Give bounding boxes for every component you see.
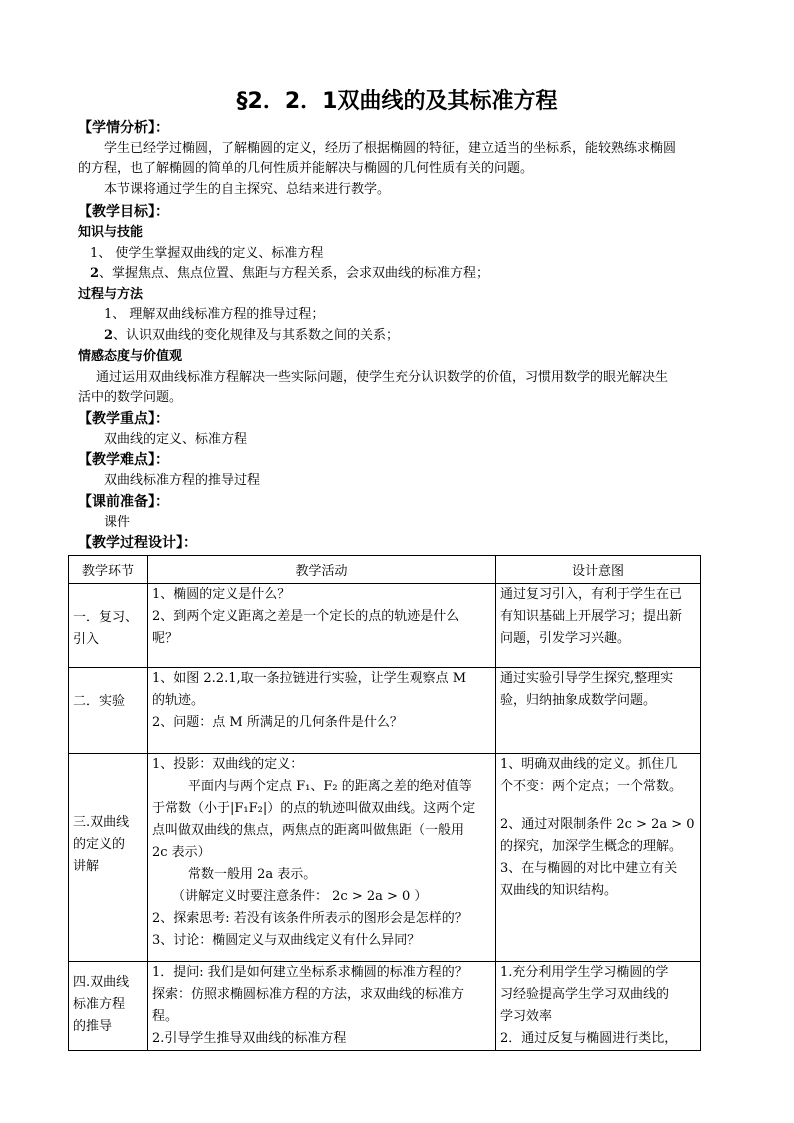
table-header: 设计意图 [496, 556, 701, 584]
intent-line: 有知识基础上开展学习；提出新 [500, 609, 683, 624]
goal-number: 2 [104, 328, 114, 343]
process-table [68, 555, 701, 1051]
table-row [69, 584, 701, 668]
intent-line: 通过复习引入，有利于学生在已 [500, 587, 683, 602]
table-header-row [69, 556, 701, 584]
activity-line: 2c 表示） [152, 845, 211, 860]
activity-cell [148, 668, 496, 754]
goal-number: 2 [90, 266, 100, 281]
page-title: §2．2．1双曲线的及其标准方程 [236, 89, 558, 114]
subheading-knowledge-skills: 知识与技能 [78, 225, 144, 240]
intent-line: 2．通过反复与椭圆进行类比， [500, 1031, 678, 1046]
table-row [69, 668, 701, 754]
key-points-text: 双曲线的定义、标准方程 [104, 432, 248, 447]
goal-item: 1、 理解双曲线标准方程的推导过程； [104, 307, 325, 322]
activity-line: 的轨迹。 [152, 693, 205, 708]
table-header: 教学活动 [148, 556, 496, 584]
activity-line: 3、讨论：椭圆定义与双曲线定义有什么异同？ [152, 933, 421, 948]
intent-line: 问题，引发学习兴趣。 [500, 631, 631, 646]
intent-line: 双曲线的知识结构。 [500, 883, 618, 898]
activity-cell [148, 754, 496, 962]
stage-line: 引入 [73, 632, 100, 647]
stage-cell [69, 584, 148, 668]
activity-line: 1．提问: 我们是如何建立坐标系求椭圆的标准方程的？ [152, 965, 468, 980]
heading-teaching-goals: 【教学目标】： [78, 204, 169, 220]
stage-line: 四.双曲线 [73, 975, 130, 990]
stage-line: 的推导 [73, 1019, 113, 1034]
intent-line: 习经验提高学生学习双曲线的 [500, 987, 670, 1002]
activity-line: （讲解定义时要注意条件： 2c > 2a > 0 ） [172, 889, 428, 904]
activity-line: 探索：仿照求椭圆标准方程的方法，求双曲线的标准方 [152, 987, 465, 1002]
paragraph-line: 活中的数学问题。 [78, 390, 183, 405]
spacer [500, 798, 696, 814]
activity-line: 2、到两个定义距离之差是一个定长的点的轨迹是什么 [152, 609, 460, 624]
intent-line: 3、在与椭圆的对比中建立有关 [500, 861, 678, 876]
subheading-process-method: 过程与方法 [78, 287, 144, 302]
stage-cell [69, 962, 148, 1051]
stage-line: 标准方程 [73, 997, 126, 1012]
stage-line: 三.双曲线 [73, 815, 130, 830]
paragraph-line: 本节课将通过学生的自主探究、总结来进行教学。 [104, 182, 391, 197]
stage-cell [69, 754, 148, 962]
heading-preparation: 【课前准备】： [78, 494, 169, 510]
intent-cell [496, 754, 701, 962]
intent-cell [496, 962, 701, 1051]
activity-line: 常数一般用 2a 表示。 [188, 867, 317, 882]
stage-line: 一．复习、 [73, 610, 139, 625]
activity-line: 2、探索思考: 若没有该条件所表示的图形会是怎样的？ [152, 911, 468, 926]
stage-cell [69, 668, 148, 754]
table-row [69, 962, 701, 1051]
heading-student-analysis: 【学情分析】： [78, 120, 169, 136]
intent-line: 的探究，加深学生概念的理解。 [500, 839, 683, 854]
paragraph-line: 通过运用双曲线标准方程解决一些实际问题，使学生充分认识数学的价值，习惯用数学的眼光解决生 [96, 370, 669, 385]
stage-line: 二．实验 [73, 694, 126, 709]
activity-line: 1、投影：双曲线的定义： [152, 757, 304, 772]
activity-line: 1、椭圆的定义是什么？ [152, 587, 291, 602]
activity-line: 2.引导学生推导双曲线的标准方程 [152, 1031, 347, 1046]
activity-line: 呢？ [152, 631, 179, 646]
heading-key-points: 【教学重点】： [78, 411, 169, 427]
stage-line: 讲解 [73, 859, 100, 874]
paragraph-line: 的方程，也了解椭圆的简单的几何性质并能解决与椭圆的几何性质有关的问题。 [78, 161, 534, 176]
activity-line: 平面内与两个定点 F₁、F₂ 的距离之差的绝对值等 [188, 779, 472, 794]
intent-line: 学习效率 [500, 1009, 553, 1024]
table-header: 教学环节 [69, 556, 148, 584]
subheading-emotion-values: 情感态度与价值观 [78, 349, 183, 364]
table-row [69, 754, 701, 962]
intent-line: 2、通过对限制条件 2c > 2a > 0 [500, 817, 695, 832]
intent-cell [496, 584, 701, 668]
intent-line: 1、明确双曲线的定义。抓住几 [500, 757, 678, 772]
intent-line: 个不变：两个定点；一个常数。 [500, 779, 683, 794]
activity-line: 点叫做双曲线的焦点，两焦点的距离叫做焦距（一般用 [152, 823, 465, 838]
intent-cell [496, 668, 701, 754]
heading-difficulties: 【教学难点】： [78, 452, 169, 468]
intent-line: 验，归纳抽象成数学问题。 [500, 693, 657, 708]
difficulties-text: 双曲线标准方程的推导过程 [104, 473, 261, 488]
preparation-text: 课件 [104, 515, 131, 530]
activity-line: 2、问题：点 M 所满足的几何条件是什么？ [152, 715, 403, 730]
goal-item [104, 328, 399, 344]
goal-item: 1、 使学生掌握双曲线的定义、标准方程 [90, 246, 324, 261]
heading-process-design: 【教学过程设计】： [78, 535, 197, 551]
intent-line: 1.充分利用学生学习椭圆的学 [500, 965, 669, 980]
paragraph-line: 学生已经学过椭圆，了解椭圆的定义，经历了根据椭圆的特征，建立适当的坐标系，能较熟练求椭圆 [104, 141, 677, 156]
activity-line: 程。 [152, 1009, 179, 1024]
intent-line: 通过实验引导学生探究,整理实 [500, 671, 674, 686]
activity-cell [148, 584, 496, 668]
stage-line: 的定义的 [73, 837, 126, 852]
activity-line: 1、如图 2.2.1,取一条拉链进行实验，让学生观察点 M [152, 671, 467, 686]
goal-item [90, 266, 489, 282]
goal-text: 、掌握焦点、焦点位置、焦距与方程关系，会求双曲线的标准方程； [99, 266, 490, 281]
goal-text: 、认识双曲线的变化规律及与其系数之间的关系； [113, 328, 400, 343]
activity-line: 于常数（小于|F₁F₂|）的点的轨迹叫做双曲线。这两个定 [152, 801, 476, 816]
activity-cell [148, 962, 496, 1051]
